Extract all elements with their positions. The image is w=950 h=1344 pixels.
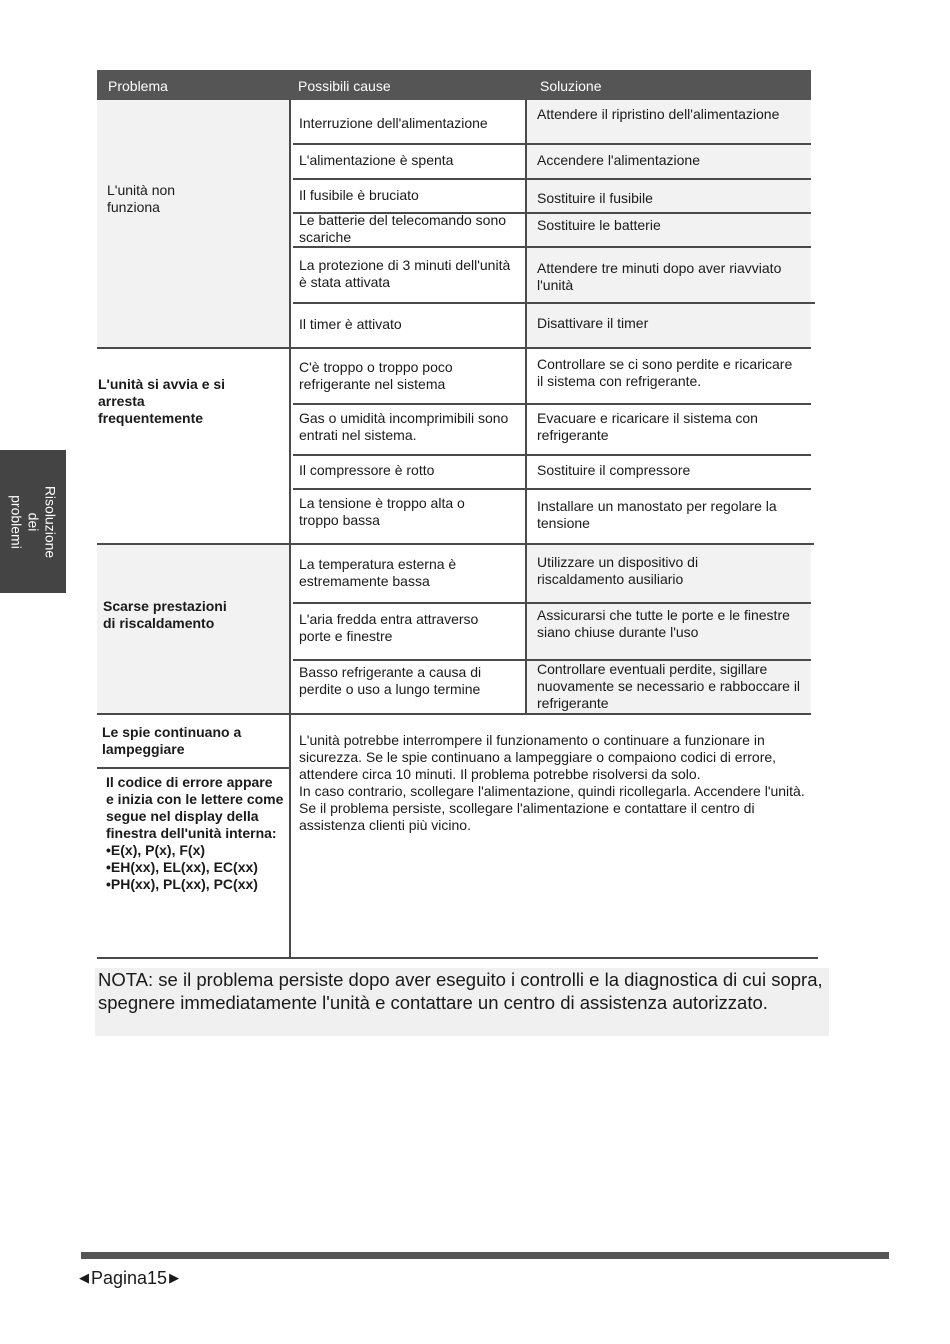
note-text (98, 968, 826, 1014)
page-label: Pagina15 (91, 1268, 168, 1288)
cause-cell: La tensione è troppo alta o troppo bassa (299, 495, 465, 528)
divider (293, 454, 811, 456)
note-body: : se il problema persiste dopo aver eseguito i controlli e la diagnostica di cui sopra, spegnere immediatamente l'unità e contattare un centro di assistenza autorizzato. (98, 969, 823, 1013)
side-tab-label: Risoluzione dei problemi (8, 485, 59, 558)
problem-poor-heating: Scarse prestazioni di riscaldamento (103, 598, 227, 631)
header-solution: Soluzione (540, 78, 602, 94)
prev-page-icon[interactable]: ◀ (79, 1270, 89, 1285)
solution-cell: Attendere il ripristino dell'alimentazione (537, 106, 780, 122)
divider (97, 543, 814, 545)
table-header (97, 70, 811, 100)
cause-cell: L'alimentazione è spenta (299, 152, 454, 168)
solution-cell: Disattivare il timer (537, 315, 649, 331)
cause-cell: Il timer è attivato (299, 316, 402, 332)
divider (293, 602, 811, 604)
cause-cell: Il compressore è rotto (299, 462, 435, 478)
solution-cell: Sostituire il compressore (537, 462, 691, 478)
divider (97, 713, 811, 715)
solution-cell: Sostituire le batterie (537, 217, 661, 233)
cause-cell: La protezione di 3 minuti dell'unità è stata attivata (299, 257, 511, 290)
divider (97, 347, 811, 349)
divider (293, 403, 811, 405)
cause-cell: Basso refrigerante a causa di perdite o uso a lungo termine (299, 664, 482, 697)
footer-bar (81, 1252, 889, 1259)
cause-cell: Il fusibile è bruciato (299, 187, 419, 203)
problem-error-code: Il codice di errore appare e inizia con le lettere come segue nel display della finestra dell'unità interna: •E(x), P(x), F(x) •EH(xx), EL(xx), EC(xx) •PH(xx), PL(xx), PC(xx) (106, 774, 284, 892)
divider (97, 957, 818, 959)
solution-cell: Assicurarsi che tutte le porte e le finestre siano chiuse durante l'uso (537, 607, 790, 640)
header-causes: Possibili cause (298, 78, 391, 94)
solution-cell: Evacuare e ricaricare il sistema con refrigerante (537, 410, 758, 443)
section4-solution-text: L'unità potrebbe interrompere il funzionamento o continuare a funzionare in sicurezza. Se le spie continuano a lampeggiare o compaiono codici di errore, attendere circa 10 minuti. Il problema potrebbe risolversi da solo. In caso contrario, scollegare l'alimentazione, quindi ricollegarla. Accendere l'unità. Se il problema persiste, scollegare l'alimentazione e contattare il centro di assistenza clienti più vicino. (299, 732, 805, 833)
solution-cell: Accendere l'alimentazione (537, 152, 700, 168)
cause-cell: La temperatura esterna è estremamente bassa (299, 556, 457, 589)
problem-unit-not-working: L'unità non funziona (107, 182, 176, 215)
divider (293, 302, 815, 304)
cause-cell: Interruzione dell'alimentazione (299, 115, 488, 131)
divider-v2 (525, 100, 527, 713)
divider (293, 246, 811, 248)
divider (293, 178, 811, 180)
solution-cell: Installare un manostato per regolare la tensione (537, 498, 777, 531)
page-indicator (79, 1267, 179, 1289)
divider (293, 488, 811, 490)
problem-lights-blinking: Le spie continuano a lampeggiare (102, 724, 242, 757)
cause-cell: Le batterie del telecomando sono scariche (299, 212, 507, 245)
note-label: NOTA (98, 969, 149, 990)
solution-cell: Sostituire il fusibile (537, 190, 653, 206)
header-problem: Problema (108, 78, 168, 94)
cause-cell: L'aria fredda entra attraverso porte e finestre (299, 611, 479, 644)
next-page-icon[interactable]: ▶ (169, 1270, 180, 1285)
note-box (95, 968, 829, 1036)
divider (97, 767, 289, 769)
solution-cell: Controllare se ci sono perdite e ricaricare il sistema con refrigerante. (537, 356, 793, 389)
solution-cell: Utilizzare un dispositivo di riscaldamento ausiliario (537, 554, 699, 587)
divider-v1 (289, 100, 291, 958)
solution-cell: Attendere tre minuti dopo aver riavviato l'unità (537, 260, 782, 293)
divider (293, 143, 811, 145)
section1-problem-bg (97, 100, 289, 347)
problem-starts-stops: L'unità si avvia e si arresta frequentemente (98, 376, 226, 426)
cause-cell: Gas o umidità incomprimibili sono entrati nel sistema. (299, 410, 509, 443)
cause-cell: C'è troppo o troppo poco refrigerante nel sistema (299, 359, 453, 392)
solution-cell: Controllare eventuali perdite, sigillare nuovamente se necessario e rabboccare il refrigerante (537, 661, 801, 711)
section-side-tab (0, 450, 66, 593)
